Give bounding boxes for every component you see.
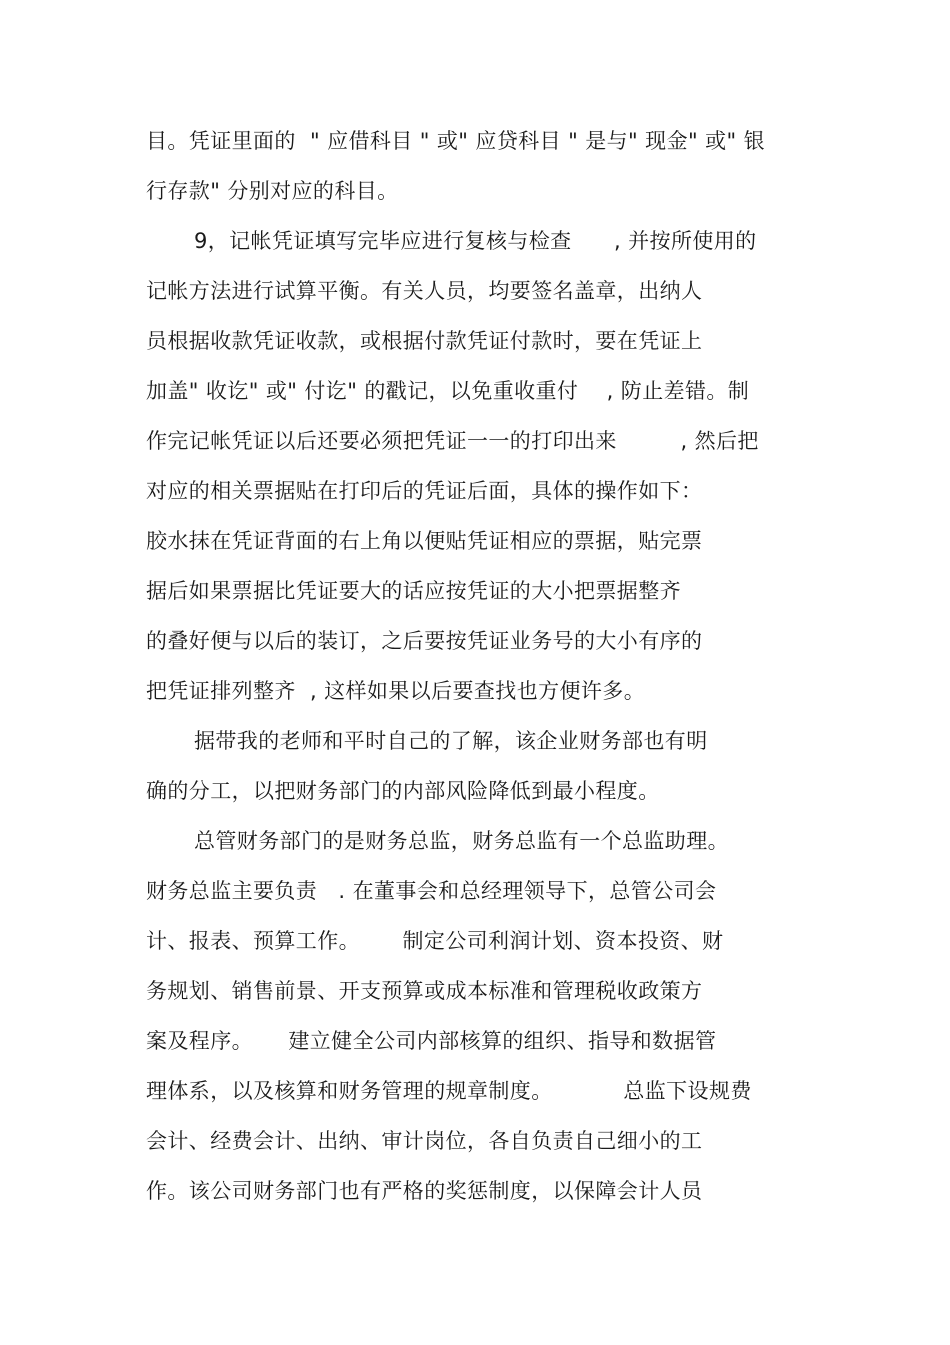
- text-line: 据后如果票据比凭证要大的话应按凭证的大小把票据整齐: [146, 579, 681, 603]
- text-line: 胶水抹在凭证背面的右上角以便贴凭证相应的票据，贴完票: [146, 529, 703, 553]
- text-line: 加盖" 收讫" 或" 付讫" 的戳记，以免重收重付 , 防止差错。制: [146, 379, 750, 403]
- text-line: 作。该公司财务部门也有严格的奖惩制度，以保障会计人员: [146, 1179, 703, 1203]
- text-line: 对应的相关票据贴在打印后的凭证后面，具体的操作如下：: [146, 479, 703, 503]
- text-line: 案及程序。 建立健全公司内部核算的组织、指导和数据管: [146, 1029, 717, 1053]
- text-line: 确的分工，以把财务部门的内部风险降低到最小程度。: [146, 779, 660, 803]
- text-line: 理体系，以及核算和财务管理的规章制度。 总监下设规费: [146, 1079, 752, 1103]
- text-line: 务规划、销售前景、开支预算或成本标准和管理税收政策方: [146, 979, 703, 1003]
- text-line: 据带我的老师和平时自己的了解，该企业财务部也有明: [194, 729, 708, 753]
- text-line: 会计、经费会计、出纳、审计岗位，各自负责自己细小的工: [146, 1129, 703, 1153]
- text-line: 目。凭证里面的 " 应借科目 " 或" 应贷科目 " 是与" 现金" 或" 银: [146, 129, 766, 153]
- text-line: 财务总监主要负责 . 在董事会和总经理领导下，总管公司会: [146, 879, 717, 903]
- text-line: 员根据收款凭证收款，或根据付款凭证付款时，要在凭证上: [146, 329, 703, 353]
- text-line: 的叠好便与以后的装订，之后要按凭证业务号的大小有序的: [146, 629, 703, 653]
- text-line: 记帐方法进行试算平衡。有关人员，均要签名盖章，出纳人: [146, 279, 703, 303]
- text-line: 行存款" 分别对应的科目。: [146, 179, 399, 203]
- text-line: 计、报表、预算工作。 制定公司利润计划、资本投资、财: [146, 929, 724, 953]
- text-line: 作完记帐凭证以后还要必须把凭证一一的打印出来 , 然后把: [146, 429, 759, 453]
- text-line: 总管财务部门的是财务总监，财务总监有一个总监助理。: [194, 829, 729, 853]
- text-line: 把凭证排列整齐 , 这样如果以后要查找也方便许多。: [146, 679, 646, 703]
- text-line: 9，记帐凭证填写完毕应进行复核与检查 , 并按所使用的: [194, 229, 757, 253]
